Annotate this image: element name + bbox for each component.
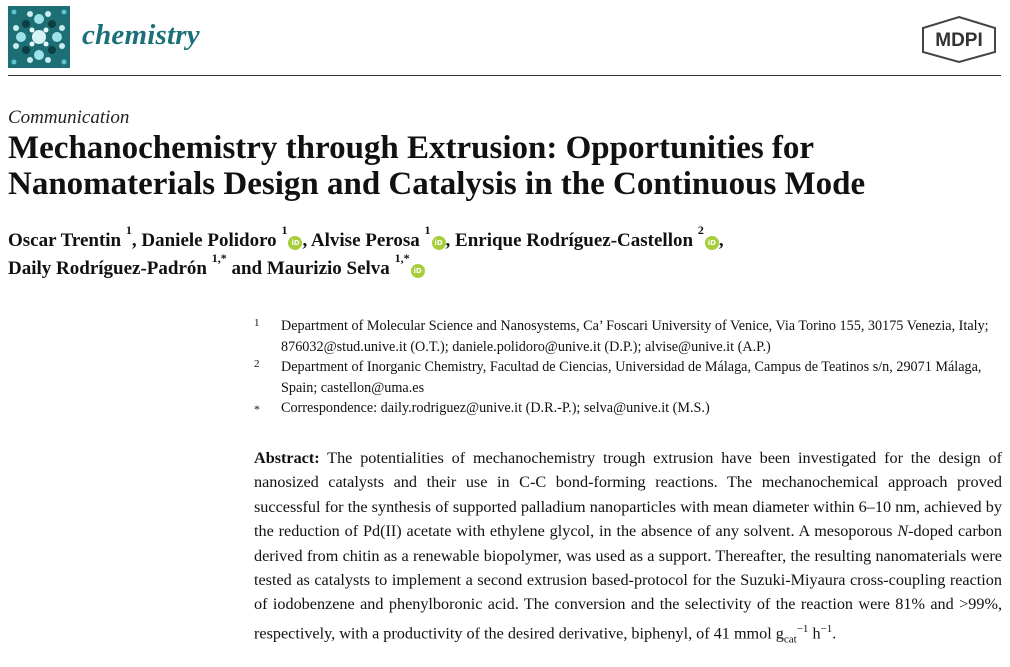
affiliation-mark: 2 (254, 358, 260, 370)
author-name[interactable]: Oscar Trentin (8, 230, 122, 251)
orcid-icon[interactable]: iD (288, 236, 302, 250)
affiliation-item (254, 398, 1006, 419)
affiliation-text: Department of Inorganic Chemistry, Facultad de Ciencias, Universidad de Málaga, Campus de Teatinos s/n, 29071 Málaga, Spain; castellon@uma.es (281, 359, 982, 396)
author-affiliation-mark: 1 (424, 223, 431, 237)
author-separator: and (226, 258, 267, 279)
abstract-text-1: The potentialities of mechanochemistry trough extrusion have been investigated for the design of nanosized catalysts and their use in C-C bond-forming reactions. The mechanochemical approach proved successful for the synthesis of supported palladium nanoparticles with mean diameter within 6–10 nm, achieved by the reduction of Pd(II) acetate with ethylene glycol, in the absence of any solvent. A mesoporous (254, 449, 1002, 541)
unit-subscript-cat: cat (783, 633, 797, 646)
title-line-2: Nanomaterials Design and Catalysis in the Continuous Mode (8, 166, 866, 202)
affiliation-item (254, 316, 1006, 357)
unit-superscript-2: −1 (820, 622, 833, 635)
affiliations (254, 316, 1006, 419)
author-affiliation-mark: 1,* (211, 251, 227, 265)
unit-h: h (808, 624, 821, 643)
affiliation-text: Correspondence: daily.rodriguez@unive.it (D.R.-P.); selva@unive.it (M.S.) (281, 400, 710, 416)
abstract-text-2: -doped carbon derived from chitin as a renewable biopolymer, was used as a support. Thereafter, the resulting nanomaterials were tested as catalysts to implement a second extrusion based-protocol for the Suzuki-Miyaura cross-coupling reaction of iodobenzene and phenylboronic acid. The conversion and the selectivity of the reaction were 81% and >99%, respectively, with a productivity of the desired derivative, biphenyl, of 41 mmol g (254, 522, 1002, 643)
title-line-1: Mechanochemistry through Extrusion: Opportunities for (8, 130, 815, 166)
abstract (254, 446, 1002, 652)
article-type: Communication (8, 107, 130, 128)
article-title (8, 130, 1003, 202)
abstract-label: Abstract: (254, 449, 320, 467)
abstract-italic-n: N (897, 522, 909, 541)
author-name[interactable]: Enrique Rodríguez-Castellon (455, 230, 694, 251)
author-affiliation-mark: 2 (697, 223, 704, 237)
author-affiliation-mark: 1 (125, 223, 132, 237)
chemistry-journal-logo-icon (8, 6, 70, 68)
publisher-logo-text: MDPI (935, 30, 983, 51)
author-separator: , (718, 230, 724, 251)
unit-superscript-1: −1 (796, 622, 809, 635)
orcid-icon[interactable]: iD (432, 236, 446, 250)
affiliation-mark: 1 (254, 317, 260, 329)
author-separator: , (131, 230, 142, 251)
author-list (8, 223, 998, 283)
author-affiliation-mark: 1,* (394, 251, 410, 265)
header-divider (8, 75, 1001, 76)
orcid-icon[interactable]: iD (411, 264, 425, 278)
affiliation-mark: * (254, 402, 260, 416)
affiliation-item (254, 357, 1006, 398)
author-name[interactable]: Daniele Polidoro (141, 230, 277, 251)
affiliation-text: Department of Molecular Science and Nanosystems, Ca’ Foscari University of Venice, Via Torino 155, 30175 Venezia, Italy; 876032@stud.unive.it (O.T.); daniele.polidoro@unive.it (D.P.); alvise@unive.it (A.P.) (281, 318, 989, 355)
author-affiliation-mark: 1 (281, 223, 288, 237)
author-separator: , (445, 230, 456, 251)
author-name[interactable]: Daily Rodríguez-Padrón (8, 258, 207, 279)
abstract-end: . (832, 624, 837, 643)
author-name[interactable]: Alvise Perosa (310, 230, 420, 251)
mdpi-logo (920, 14, 998, 64)
orcid-icon[interactable]: iD (705, 236, 719, 250)
journal-name: chemistry (82, 19, 200, 51)
author-separator: , (302, 230, 311, 251)
author-name[interactable]: Maurizio Selva (266, 258, 390, 279)
